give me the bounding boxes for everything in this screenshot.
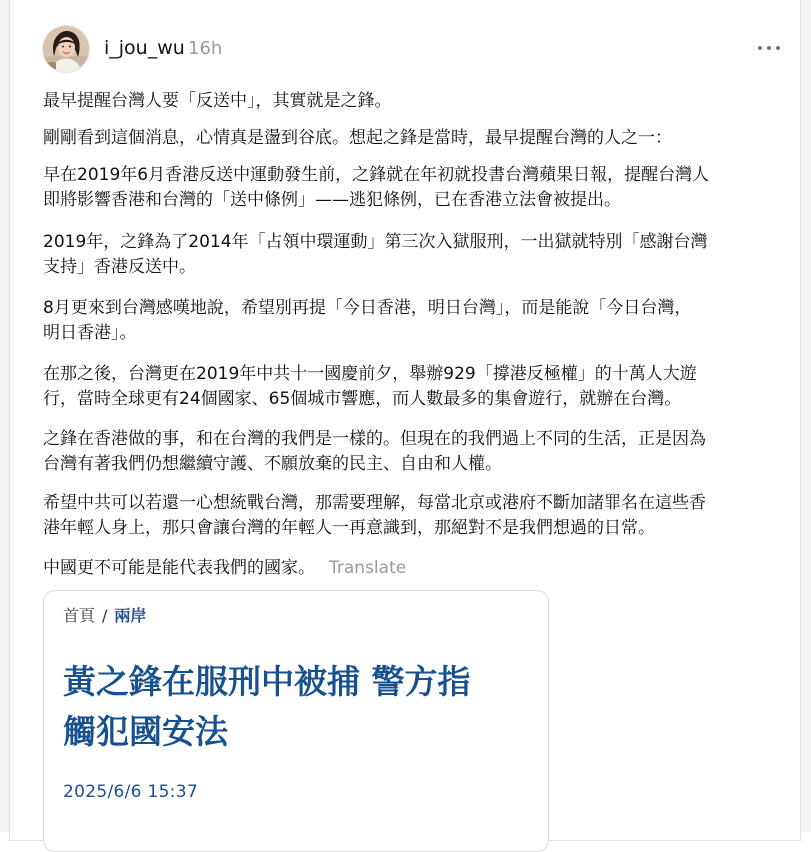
post-line: 早在2019年6月香港反送中運動發生前，之鋒就在年初就投書台灣蘋果日報，提醒台灣人 — [43, 165, 710, 185]
post-paragraph — [43, 491, 783, 541]
post-line: 支持」香港反送中。 — [43, 257, 196, 277]
article-link-card[interactable] — [43, 590, 549, 852]
post-line: 8月更來到台灣感嘆地說，希望別再提「今日香港，明日台灣」，而是能說「今日台灣， — [43, 298, 692, 318]
post-line: 之鋒在香港做的事，和在台灣的我們是一樣的。但現在的我們過上不同的生活，正是因為 — [43, 429, 706, 449]
more-horizontal-icon[interactable] — [758, 38, 780, 58]
translate-link[interactable]: Translate — [329, 558, 407, 578]
avatar[interactable] — [42, 25, 90, 73]
username-link[interactable]: i_jou_wu — [104, 37, 185, 59]
breadcrumb — [63, 605, 146, 627]
article-headline — [63, 657, 533, 757]
more-dot — [767, 46, 771, 50]
headline-line: 黃之鋒在服刑中被捕 警方指 — [63, 662, 471, 701]
avatar-photo — [43, 26, 89, 72]
post-line: 2019年，之鋒為了2014年「占領中環運動」第三次入獄服刑，一出獄就特別「感謝台灣 — [43, 232, 708, 252]
post-paragraph — [43, 230, 783, 280]
post-paragraph — [43, 556, 783, 581]
post-line: 在那之後，台灣更在2019年中共十一國慶前夕，舉辦929「撐港反極權」的十萬人大遊 — [43, 364, 697, 384]
post-paragraph — [43, 126, 783, 151]
post-paragraph — [43, 296, 783, 346]
article-date: 2025/6/6 15:37 — [63, 782, 198, 802]
breadcrumb-home[interactable]: 首頁 — [63, 606, 96, 625]
post-line: 希望中共可以若還一心想統戰台灣，那需要理解，每當北京或港府不斷加諸罪名在這些香 — [43, 493, 706, 513]
post-paragraph — [43, 362, 783, 412]
breadcrumb-section[interactable]: 兩岸 — [114, 606, 147, 625]
headline-line: 觸犯國安法 — [63, 712, 228, 751]
post-paragraph — [43, 89, 783, 114]
post-paragraph — [43, 163, 783, 213]
post-timestamp: 16h — [188, 38, 223, 59]
post-line: 即將影響香港和台灣的「送中條例」——逃犯條例，已在香港立法會被提出。 — [43, 190, 621, 210]
post-line: 行，當時全球更有24個國家、65個城市響應，而人數最多的集會遊行，就辦在台灣。 — [43, 389, 682, 409]
post-line: 台灣有著我們仍想繼續守護、不願放棄的民主、自由和人權。 — [43, 454, 502, 474]
breadcrumb-separator: / — [102, 606, 108, 625]
post-line: 剛剛看到這個消息，心情真是盪到谷底。想起之鋒是當時，最早提醒台灣的人之一： — [43, 128, 672, 148]
post-line: 港年輕人身上，那只會讓台灣的年輕人一再意識到，那絕對不是我們想過的日常。 — [43, 518, 655, 538]
more-dot — [776, 46, 780, 50]
post-line: 最早提醒台灣人要「反送中」，其實就是之鋒。 — [43, 91, 392, 111]
post-paragraph — [43, 427, 783, 477]
post-line: 明日香港」。 — [43, 323, 137, 343]
more-dot — [758, 46, 762, 50]
post-line: 中國更不可能是能代表我們的國家。 — [43, 558, 315, 578]
post-card — [9, 0, 801, 841]
